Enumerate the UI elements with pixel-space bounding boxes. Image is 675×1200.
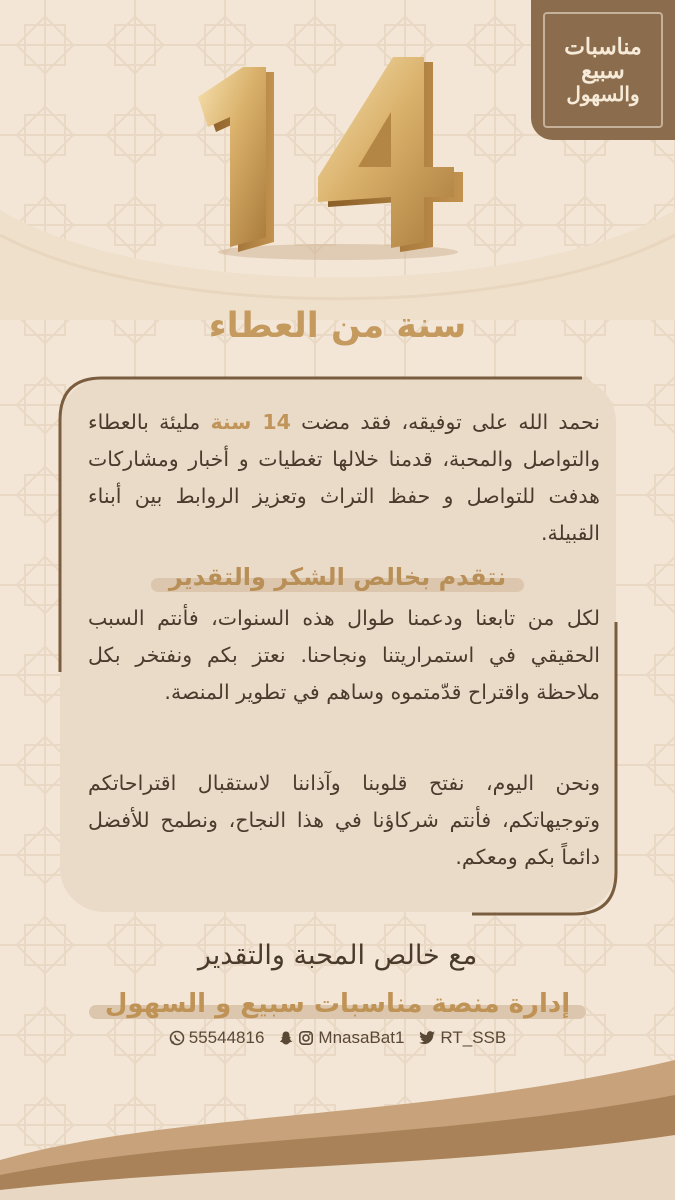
thanks-heading-wrap xyxy=(0,560,675,594)
subtitle: سنة من العطاء xyxy=(208,306,467,346)
snap-insta-contact[interactable] xyxy=(278,1028,404,1048)
intro-text-end: مليئة بالعطاء والتواصل والمحبة، قدمنا خلالها تغطيات و أخبار ومشاركات هدفت للتواصل و حفظ التراث وتعزيز الروابط بين أبناء القبيلة. xyxy=(88,410,600,545)
signature-line-2-wrap xyxy=(0,985,675,1023)
years-highlight: 14 سنة xyxy=(210,410,291,434)
whatsapp-icon xyxy=(169,1030,185,1046)
twitter-contact[interactable] xyxy=(418,1028,506,1048)
whatsapp-contact[interactable] xyxy=(169,1028,265,1048)
twitter-icon xyxy=(418,1030,436,1046)
logo-line-1: مناسبات xyxy=(564,33,642,60)
snap-insta-handle: MnasaBat1 xyxy=(318,1028,405,1047)
signature-line-2: إدارة منصة مناسبات سبيع و السهول xyxy=(89,985,586,1023)
logo-line-2: سبيع xyxy=(581,58,625,84)
intro-paragraph xyxy=(88,404,600,552)
social-links xyxy=(0,1028,675,1048)
bottom-wave-decoration xyxy=(0,1040,675,1200)
twitter-handle: RT_SSB xyxy=(440,1028,507,1047)
anniversary-number-graphic xyxy=(188,52,478,262)
brand-logo xyxy=(531,0,675,140)
thanks-heading: نتقدم بخالص الشكر والتقدير xyxy=(151,560,524,594)
logo-line-3: والسهول xyxy=(566,82,640,107)
signature-line-1: مع خالص المحبة والتقدير xyxy=(197,940,478,971)
gratitude-paragraph: لكل من تابعنا ودعمنا طوال هذه السنوات، فأنتم السبب الحقيقي في استمراريتنا ونجاحنا. نعتز بكم ونفتخر بكل ملاحظة واقتراح قدّمتموه وساهم في تطوير المنصة. xyxy=(88,606,600,704)
whatsapp-number: 55544816 xyxy=(188,1028,265,1047)
snapchat-icon xyxy=(278,1030,294,1046)
invitation-paragraph: ونحن اليوم، نفتح قلوبنا وآذاننا لاستقبال اقتراحاتكم وتوجيهاتكم، فأنتم شركاؤنا في هذا النجاح، ونطمح للأفضل دائماً بكم ومعكم. xyxy=(88,771,600,869)
intro-text-start: نحمد الله على توفيقه، فقد مضت xyxy=(301,410,600,434)
instagram-icon xyxy=(298,1030,314,1046)
